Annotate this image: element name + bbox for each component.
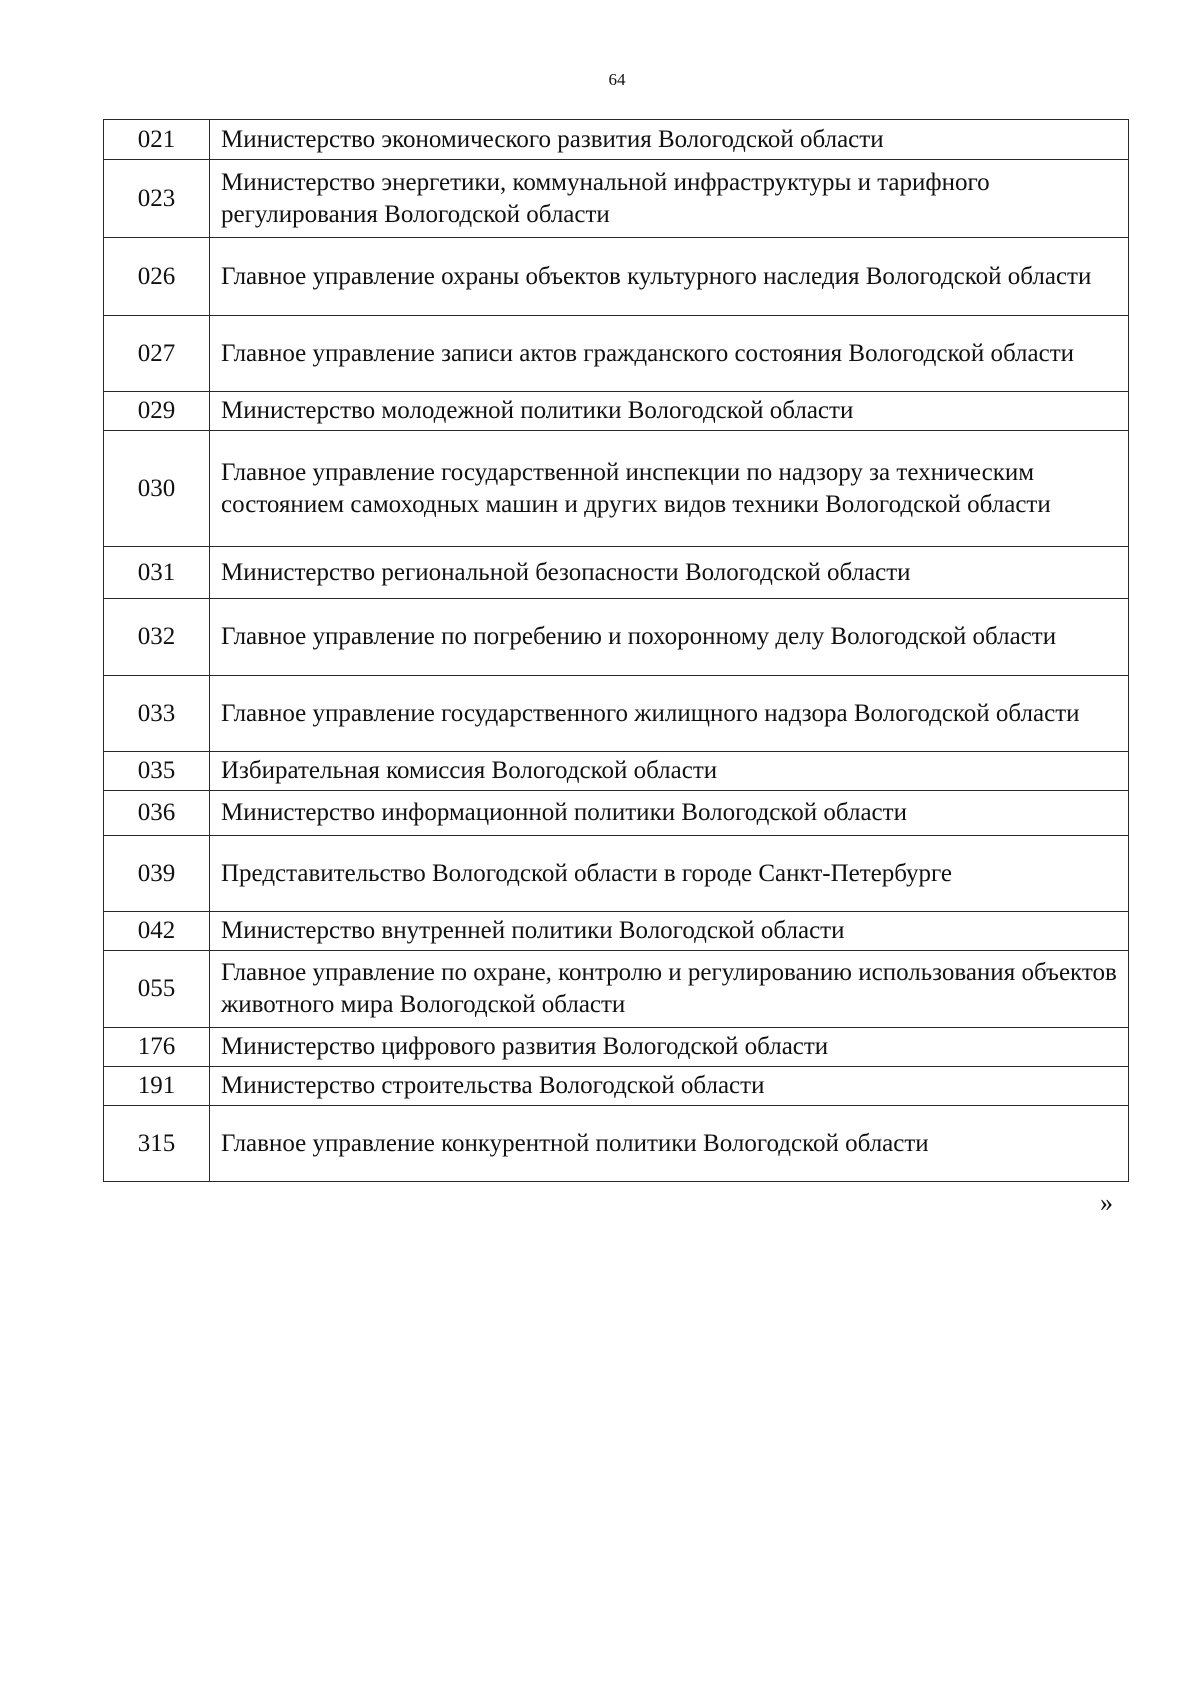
name-cell: Министерство информационной политики Вологодской области	[210, 791, 1129, 836]
closing-quote-mark: »	[1100, 1188, 1113, 1217]
table-row	[104, 316, 1129, 392]
registry-table	[103, 119, 1129, 1182]
name-cell: Министерство экономического развития Вологодской области	[210, 120, 1129, 160]
name-cell: Главное управление государственного жилищного надзора Вологодской области	[210, 676, 1129, 752]
code-cell: 055	[104, 951, 210, 1028]
code-cell: 031	[104, 547, 210, 599]
code-cell: 315	[104, 1106, 210, 1182]
name-cell: Представительство Вологодской области в городе Санкт-Петербурге	[210, 836, 1129, 912]
name-cell: Министерство молодежной политики Вологодской области	[210, 392, 1129, 431]
table-row	[104, 238, 1129, 316]
table-row	[104, 676, 1129, 752]
table-row	[104, 836, 1129, 912]
table-row	[104, 791, 1129, 836]
table-row	[104, 912, 1129, 951]
code-cell: 191	[104, 1067, 210, 1106]
code-cell: 021	[104, 120, 210, 160]
table-row	[104, 120, 1129, 160]
name-cell: Избирательная комиссия Вологодской области	[210, 752, 1129, 791]
table-row	[104, 392, 1129, 431]
table-row	[104, 431, 1129, 547]
table-row	[104, 1067, 1129, 1106]
code-cell: 042	[104, 912, 210, 951]
code-cell: 035	[104, 752, 210, 791]
code-cell: 027	[104, 316, 210, 392]
code-cell: 039	[104, 836, 210, 912]
name-cell: Главное управление по охране, контролю и регулированию использования объектов животного мира Вологодской области	[210, 951, 1129, 1028]
page-number: 64	[608, 70, 626, 89]
name-cell: Главное управление охраны объектов культурного наследия Вологодской области	[210, 238, 1129, 316]
name-cell: Министерство строительства Вологодской области	[210, 1067, 1129, 1106]
code-cell: 176	[104, 1028, 210, 1067]
code-cell: 029	[104, 392, 210, 431]
code-cell: 030	[104, 431, 210, 547]
name-cell: Главное управление государственной инспекции по надзору за техническим состоянием самоходных машин и других видов техники Вологодской области	[210, 431, 1129, 547]
code-cell: 032	[104, 599, 210, 676]
table-row	[104, 752, 1129, 791]
code-cell: 026	[104, 238, 210, 316]
name-cell: Главное управление конкурентной политики Вологодской области	[210, 1106, 1129, 1182]
table-row	[104, 1028, 1129, 1067]
table-row	[104, 599, 1129, 676]
table-row	[104, 547, 1129, 599]
code-cell: 023	[104, 160, 210, 238]
name-cell: Министерство региональной безопасности Вологодской области	[210, 547, 1129, 599]
name-cell: Главное управление записи актов гражданского состояния Вологодской области	[210, 316, 1129, 392]
table-row	[104, 160, 1129, 238]
name-cell: Министерство внутренней политики Вологодской области	[210, 912, 1129, 951]
table-row	[104, 951, 1129, 1028]
code-cell: 033	[104, 676, 210, 752]
name-cell: Главное управление по погребению и похоронному делу Вологодской области	[210, 599, 1129, 676]
table-row	[104, 1106, 1129, 1182]
code-cell: 036	[104, 791, 210, 836]
name-cell: Министерство энергетики, коммунальной инфраструктуры и тарифного регулирования Вологодской области	[210, 160, 1129, 238]
name-cell: Министерство цифрового развития Вологодской области	[210, 1028, 1129, 1067]
